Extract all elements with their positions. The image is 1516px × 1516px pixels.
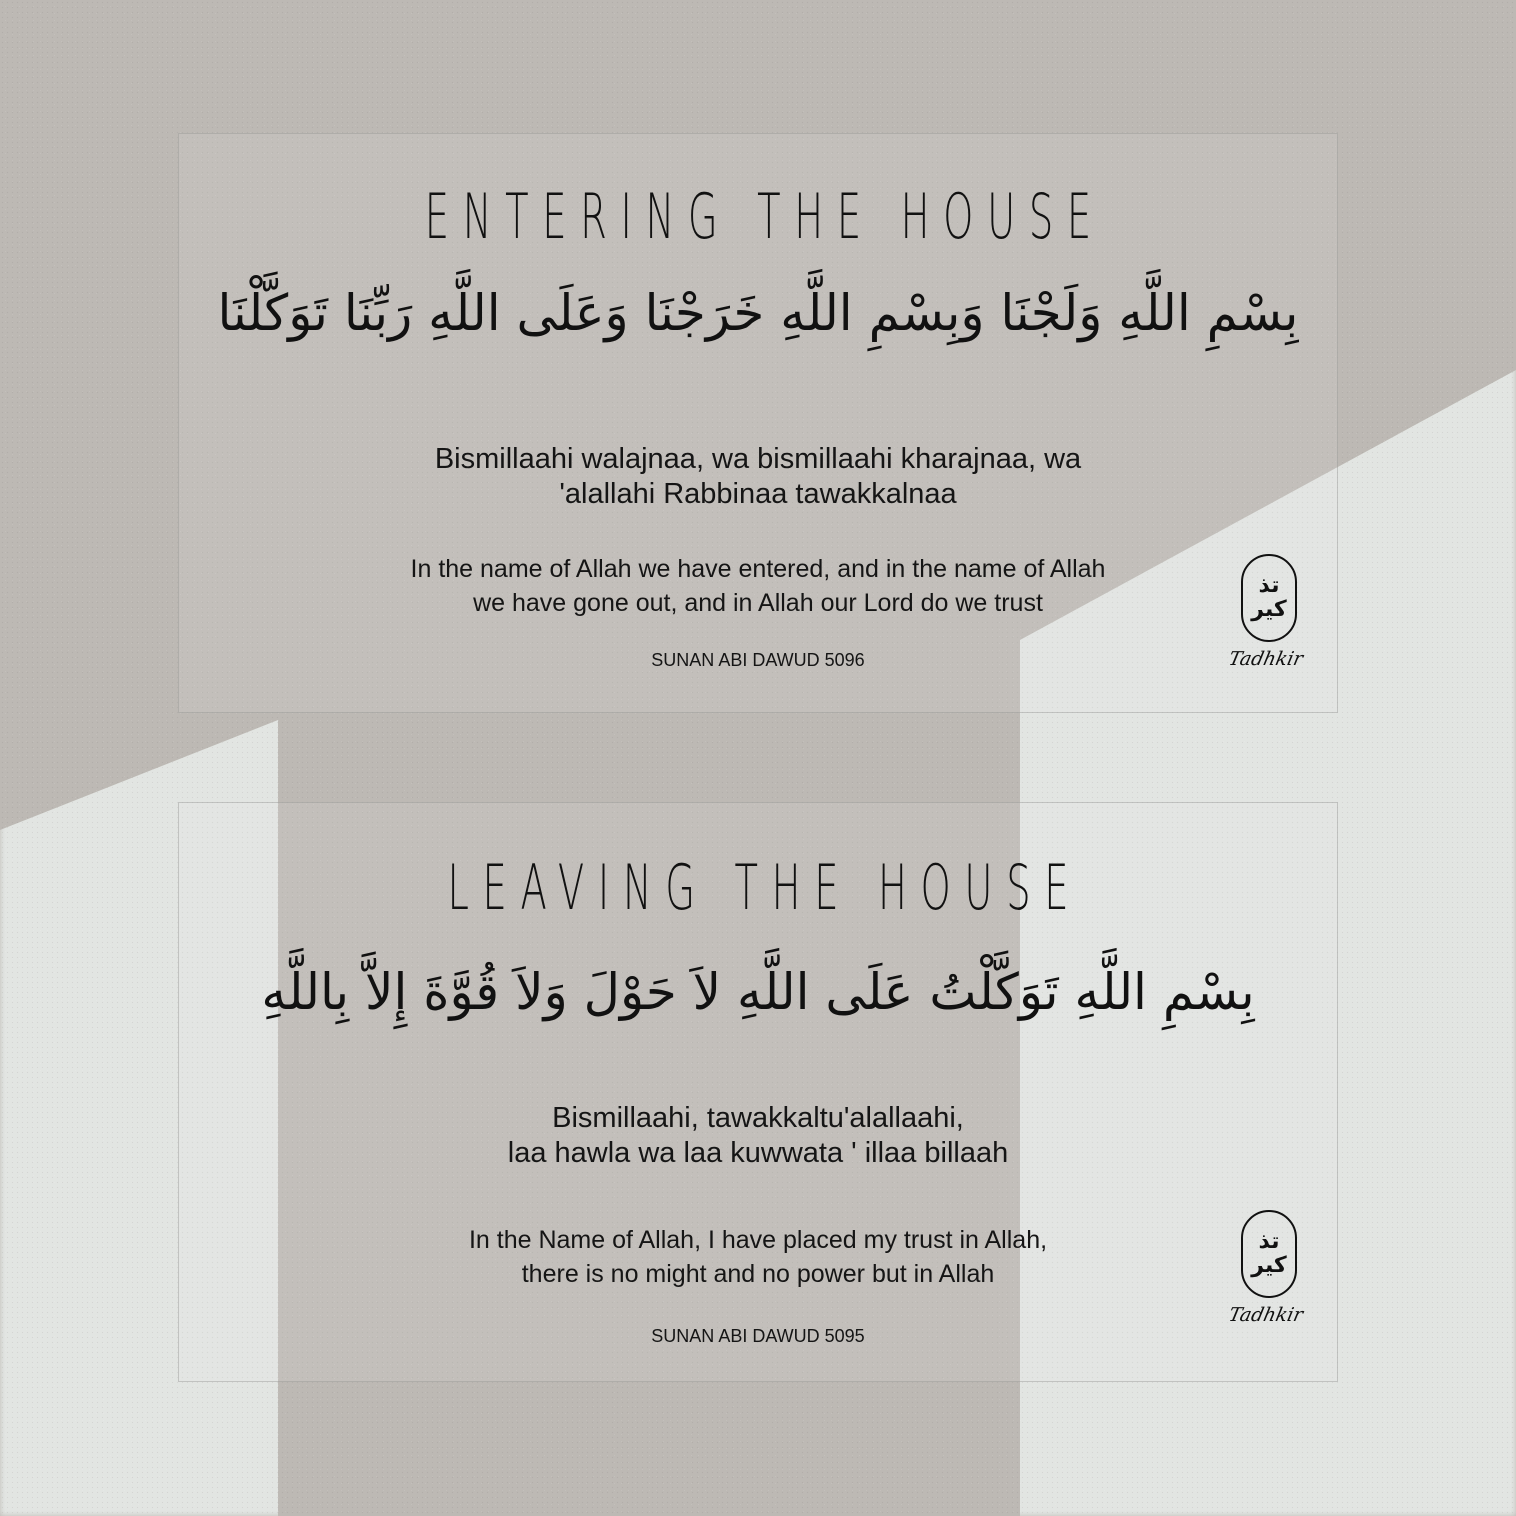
transliteration-line: 'alallahi Rabbinaa tawakkalnaa xyxy=(559,478,957,510)
translation-line: In the Name of Allah, I have placed my trust in Allah, xyxy=(468,1226,1048,1254)
hadith-source: SUNAN ABI DAWUD 5096 xyxy=(651,650,865,670)
translation xyxy=(179,552,1337,620)
logo-oval-icon xyxy=(1241,554,1297,642)
logo-arabic-bottom: كير xyxy=(1251,1253,1287,1278)
transliteration-line: Bismillaahi, tawakkaltu'alallaahi, xyxy=(552,1102,964,1134)
tadhkir-logo xyxy=(1211,1208,1311,1348)
logo-arabic-top: تذ xyxy=(1258,1229,1280,1254)
translation-line: there is no might and no power but in Allah xyxy=(521,1260,995,1288)
translation xyxy=(179,1223,1337,1291)
logo-oval-icon xyxy=(1241,1210,1297,1298)
transliteration-line: Bismillaahi walajnaa, wa bismillaahi kharajnaa, wa xyxy=(434,443,1082,475)
logo-arabic-bottom: كير xyxy=(1251,597,1287,622)
transliteration-line: laa hawla wa laa kuwwata ' illaa billaah xyxy=(507,1137,1009,1169)
card-title: LEAVING THE HOUSE xyxy=(447,851,1083,924)
transliteration xyxy=(179,442,1337,512)
hadith-source: SUNAN ABI DAWUD 5095 xyxy=(651,1326,865,1346)
logo-script-text: Tadhkir xyxy=(1226,1304,1305,1326)
arabic-dua: بِسْمِ اللَّهِ تَوَكَّلْتُ عَلَى اللَّهِ لاَ حَوْلَ وَلاَ قُوَّةَ إِلاَّ بِاللَّهِ xyxy=(261,963,1255,1021)
translation-line: we have gone out, and in Allah our Lord do we trust xyxy=(473,589,1043,617)
transliteration xyxy=(179,1101,1337,1171)
logo-arabic-top: تذ xyxy=(1258,573,1280,598)
tadhkir-logo xyxy=(1211,552,1311,692)
logo-script-text: Tadhkir xyxy=(1226,648,1305,670)
translation-line: In the name of Allah we have entered, and in the name of Allah xyxy=(410,555,1106,583)
arabic-dua: بِسْمِ اللَّهِ وَلَجْنَا وَبِسْمِ اللَّهِ خَرَجْنَا وَعَلَى اللَّهِ رَبِّنَا تَوَكَّلْنَا xyxy=(217,284,1299,342)
dua-card-leaving xyxy=(178,802,1338,1382)
dua-card-entering xyxy=(178,133,1338,713)
card-title: ENTERING THE HOUSE xyxy=(424,180,1105,253)
